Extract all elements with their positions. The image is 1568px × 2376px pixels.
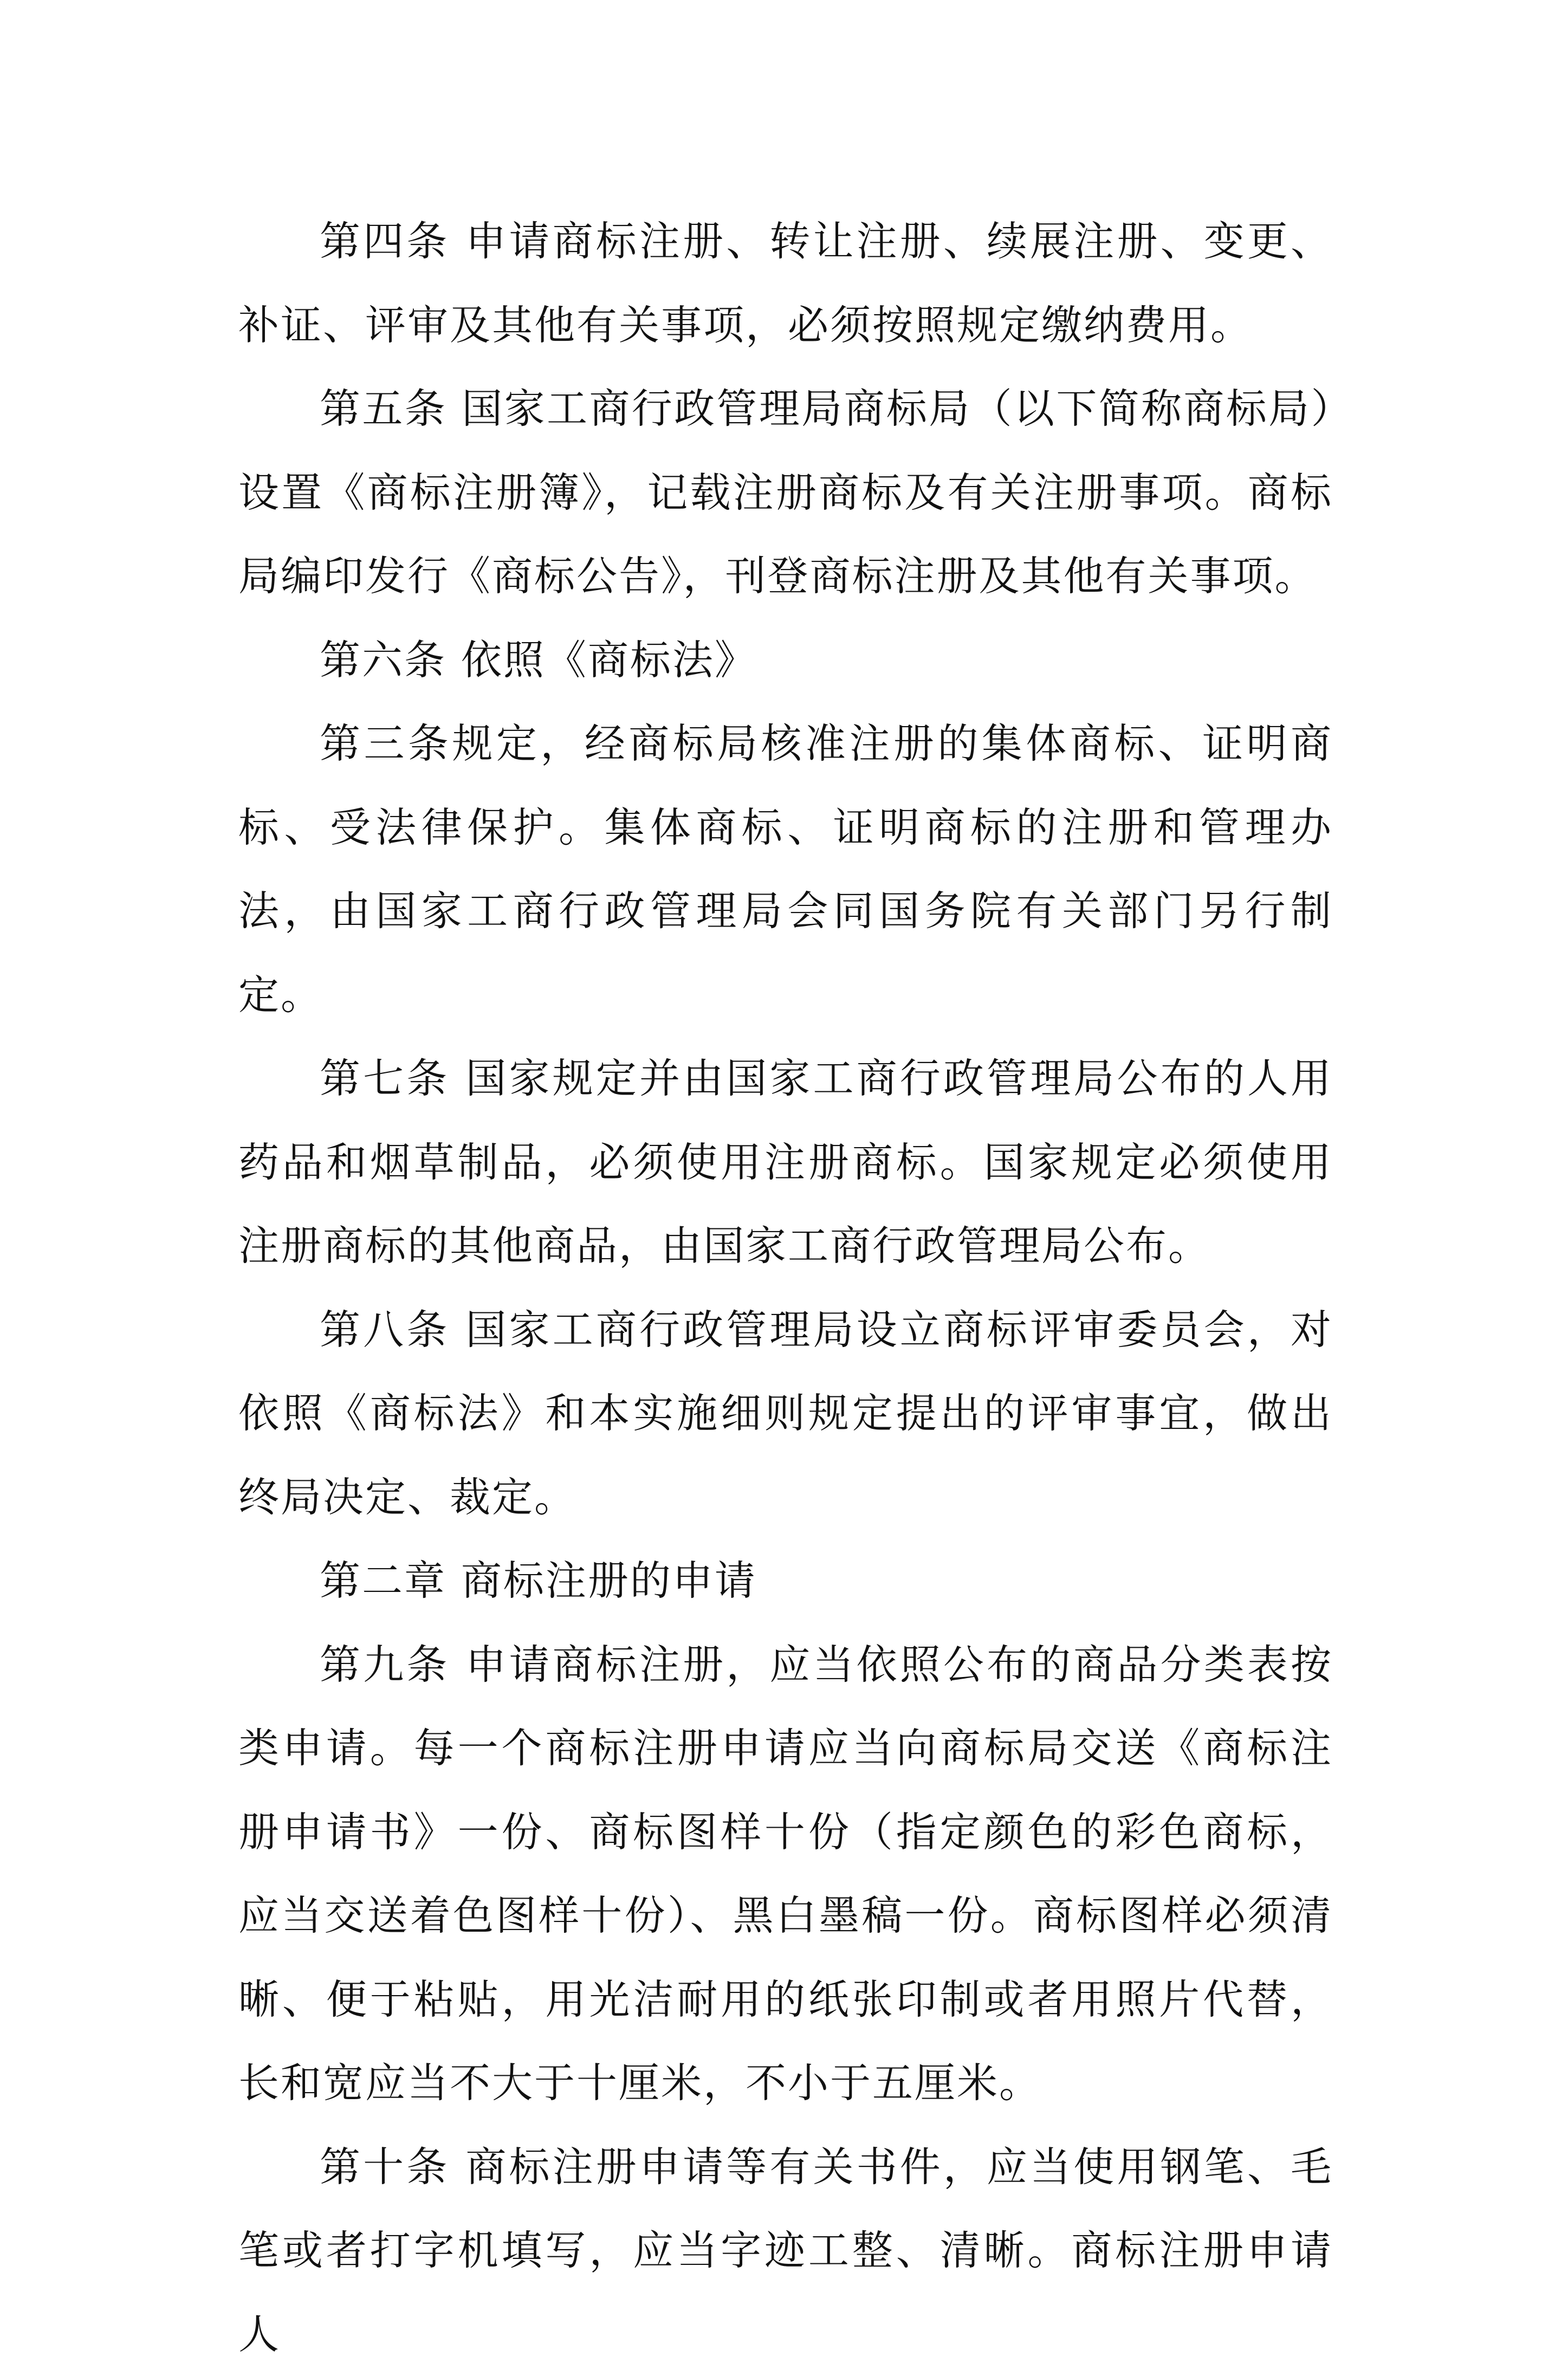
chapter-2-heading: 第二章 商标注册的申请 [238, 1539, 1333, 1623]
article-6-paragraph: 第六条 依照《商标法》 [238, 618, 1333, 702]
article-9-paragraph: 第九条 申请商标注册，应当依照公布的商品分类表按类申请。每一个商标注册申请应当向商标局交送《商标注册申请书》一份、商标图样十份（指定颜色的彩色商标，应当交送着色图样十份）、黑白墨稿一份。商标图样必须清晰、便于粘贴，用光洁耐用的纸张印制或者用照片代替，长和宽应当不大于十厘米，不小于五厘米。 [238, 1623, 1333, 2125]
article-4-paragraph: 第四条 申请商标注册、转让注册、续展注册、变更、补证、评审及其他有关事项，必须按照规定缴纳费用。 [238, 199, 1333, 367]
article-7-paragraph: 第七条 国家规定并由国家工商行政管理局公布的人用药品和烟草制品，必须使用注册商标。国家规定必须使用注册商标的其他商品，由国家工商行政管理局公布。 [238, 1037, 1333, 1288]
article-8-paragraph: 第八条 国家工商行政管理局设立商标评审委员会，对依照《商标法》和本实施细则规定提出的评审事宜，做出终局决定、裁定。 [238, 1288, 1333, 1539]
article-5-paragraph: 第五条 国家工商行政管理局商标局（以下简称商标局）设置《商标注册簿》，记载注册商标及有关注册事项。商标局编印发行《商标公告》，刊登商标注册及其他有关事项。 [238, 367, 1333, 618]
article-10-paragraph: 第十条 商标注册申请等有关书件，应当使用钢笔、毛笔或者打字机填写，应当字迹工整、清晰。商标注册申请人 [238, 2125, 1333, 2376]
article-6-continuation-paragraph: 第三条规定，经商标局核准注册的集体商标、证明商标、受法律保护。集体商标、证明商标的注册和管理办法，由国家工商行政管理局会同国务院有关部门另行制定。 [238, 702, 1333, 1037]
document-body [238, 199, 1333, 2376]
